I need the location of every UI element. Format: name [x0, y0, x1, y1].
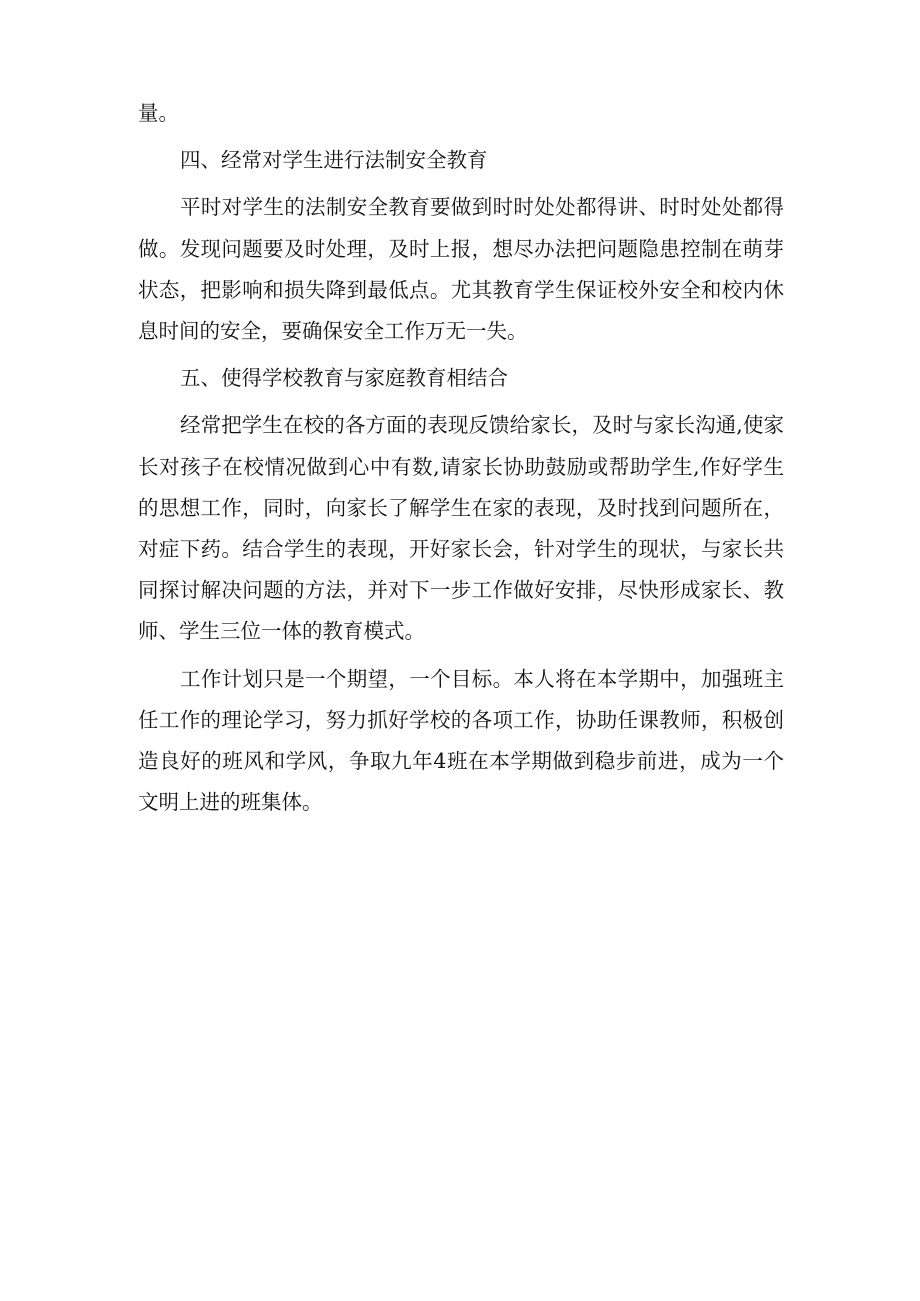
- section-5-body: 经常把学生在校的各方面的表现反馈给家长，及时与家长沟通,使家长对孩子在校情况做到心中有数,请家长协助鼓励或帮助学生,作好学生的思想工作，同时，向家长了解学生在家的表现，及时找到问题所在，对症下药。结合学生的表现，开好家长会，针对学生的现状，与家长共同探讨解决问题的方法，并对下一步工作做好安排，尽快形成家长、教师、学生三位一体的教育模式。: [138, 413, 784, 644]
- conclusion-paragraph: 工作计划只是一个期望，一个目标。本人将在本学期中，加强班主任工作的理论学习，努力抓好学校的各项工作，协助任课教师，积极创造良好的班风和学风，争取九年4班在本学期做到稳步前进，成为一个文明上进的班集体。: [138, 666, 784, 815]
- continuation-text: 量。: [138, 101, 179, 125]
- section-4-body: 平时对学生的法制安全教育要做到时时处处都得讲、时时处处都得做。发现问题要及时处理，及时上报，想尽办法把问题隐患控制在萌芽状态，把影响和损失降到最低点。尤其教育学生保证校外安全和校内休息时间的安全，要确保安全工作万无一失。: [138, 195, 784, 344]
- document-page: [138, 93, 784, 823]
- section-4-heading: 四、经常对学生进行法制安全教育: [180, 148, 488, 173]
- section-5-heading: 五、使得学校教育与家庭教育相结合: [180, 366, 508, 391]
